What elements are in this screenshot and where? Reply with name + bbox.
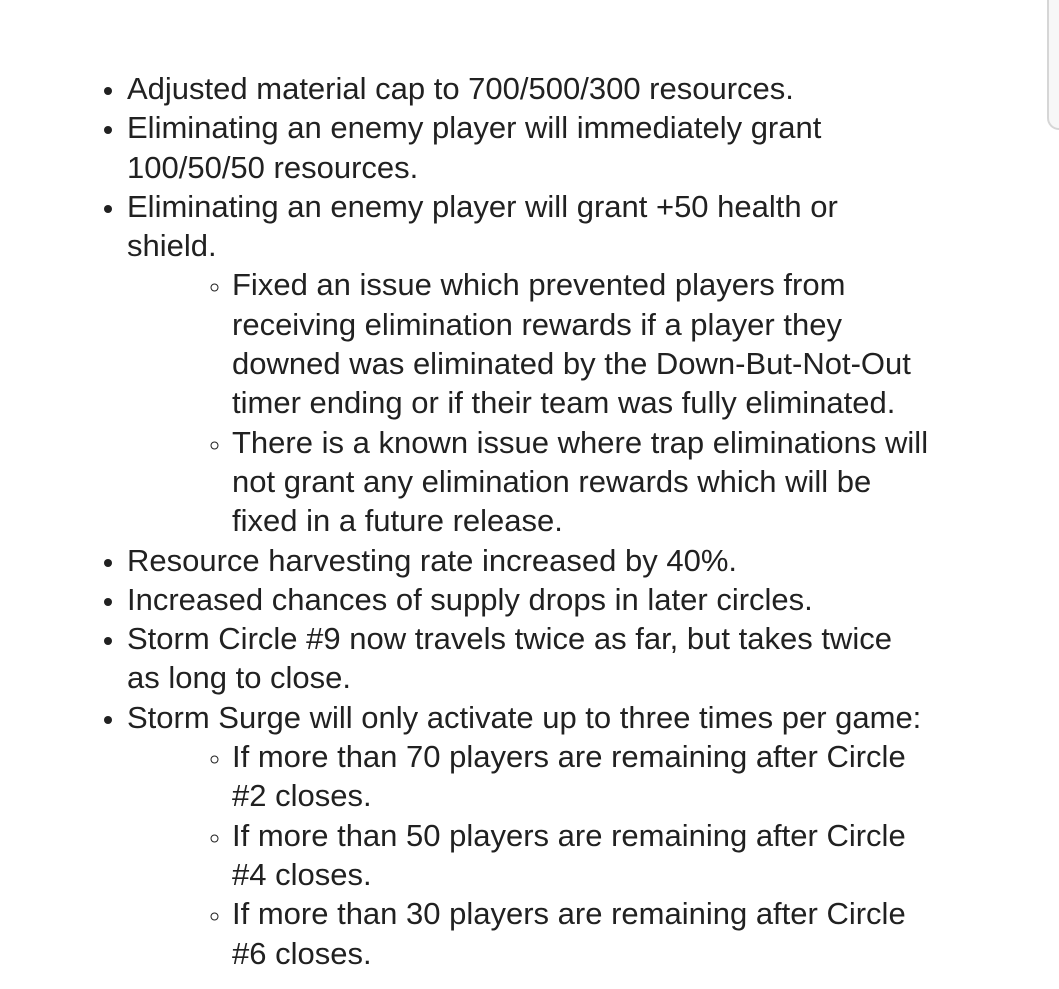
sub-list-item-text: If more than 70 players are remaining after Circle #2 closes. [232, 739, 906, 814]
patch-notes-list [0, 69, 932, 973]
list-item-text: Resource harvesting rate increased by 40%. [127, 542, 737, 578]
list-item-text: Increased chances of supply drops in later circles. [127, 581, 813, 617]
list-item-text: Eliminating an enemy player will immediately grant 100/50/50 resources. [127, 110, 822, 185]
sub-list-item [232, 816, 932, 895]
list-item [127, 69, 932, 108]
sub-list-item-text: If more than 30 players are remaining after Circle #6 closes. [232, 896, 906, 971]
list-item [127, 187, 932, 541]
list-item-text: Eliminating an enemy player will grant +50 health or shield. [127, 188, 838, 264]
list-item [127, 580, 932, 619]
scroll-edge[interactable] [1047, 0, 1059, 130]
sub-list-item-text: There is a known issue where trap eliminations will not grant any elimination rewards which will be fixed in a future release. [232, 424, 929, 539]
list-item [127, 541, 932, 580]
list-item-text: Storm Circle #9 now travels twice as far, but takes twice as long to close. [127, 621, 892, 696]
sub-list [127, 737, 932, 973]
sub-list-item [232, 737, 932, 816]
list-item [127, 698, 932, 973]
list-item [127, 108, 932, 187]
list-item [127, 619, 932, 698]
sub-list-item-text: Fixed an issue which prevented players from receiving elimination rewards if a player they downed was eliminated by the Down-But-Not-Out timer ending or if their team was fully eliminated. [232, 267, 911, 421]
sub-list-item [232, 423, 932, 541]
sub-list-item-text: If more than 50 players are remaining after Circle #4 closes. [232, 817, 906, 892]
list-item-text: Storm Surge will only activate up to three times per game: [127, 699, 922, 735]
sub-list-item [232, 894, 932, 973]
sub-list-item [232, 265, 932, 422]
sub-list [127, 265, 932, 540]
list-item-text: Adjusted material cap to 700/500/300 resources. [127, 71, 794, 106]
